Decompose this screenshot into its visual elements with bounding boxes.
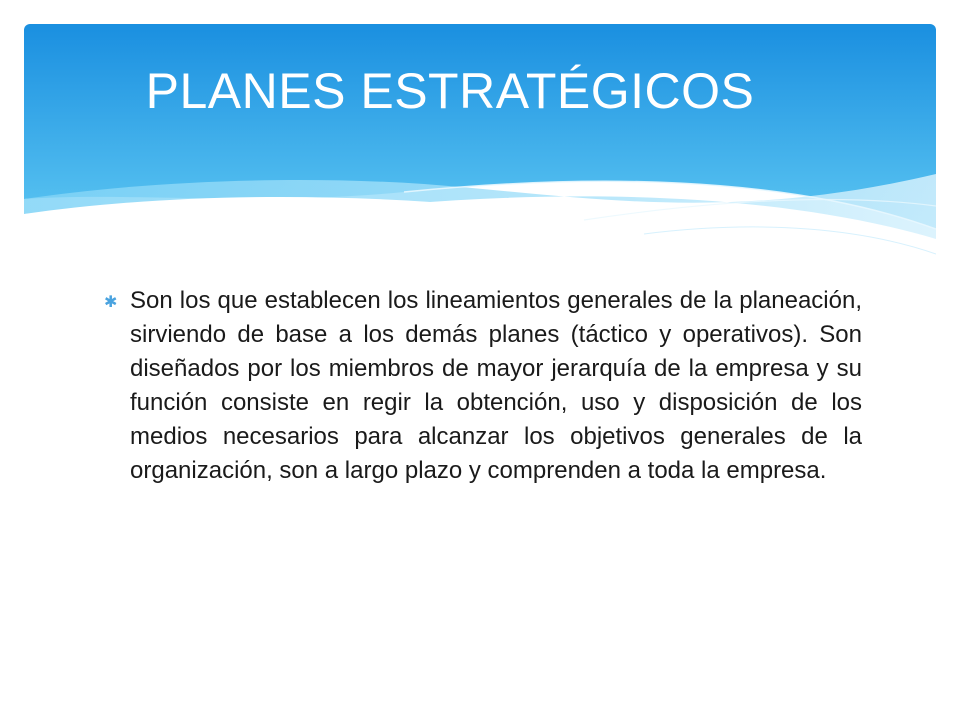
slide-title: PLANES ESTRATÉGICOS <box>145 63 755 119</box>
content-area <box>100 284 862 488</box>
header-banner <box>24 24 936 274</box>
asterisk-bullet-icon: ✱ <box>104 292 118 311</box>
bullet-item <box>100 284 862 488</box>
header-wave-graphic <box>24 24 936 274</box>
bullet-text: Son los que establecen los lineamientos generales de la planeación, sirviendo de base a los demás planes (táctico y operativos). Son diseñados por los miembros de mayor jerarquía de la empresa y su función consiste en regir la obtención, uso y disposición de los medios necesarios para alcanzar los objetivos generales de la organización, son a largo plazo y comprenden a toda la empresa. <box>130 287 862 484</box>
